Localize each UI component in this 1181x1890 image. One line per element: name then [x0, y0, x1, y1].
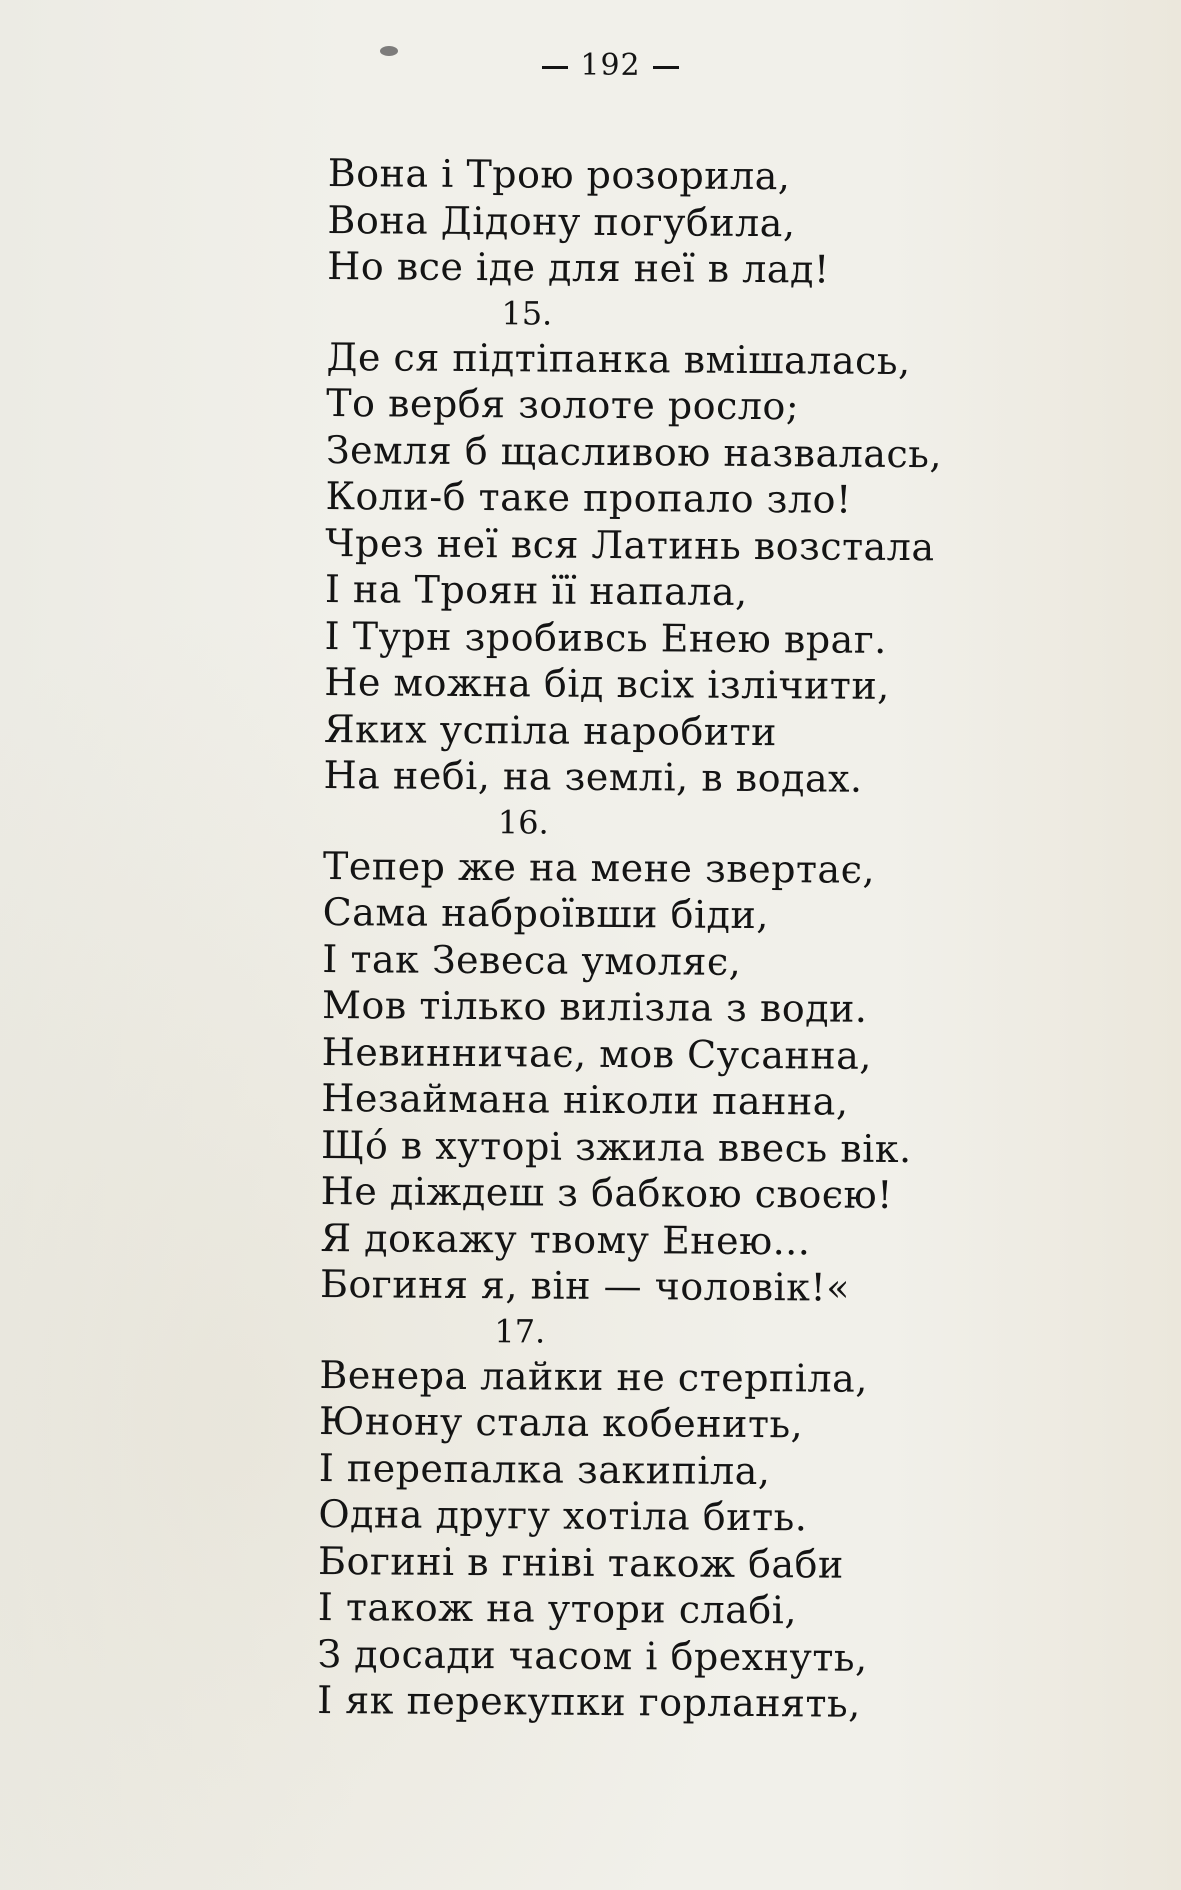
verse-line: Щó в хуторі зжила ввесь вік.: [320, 1122, 912, 1171]
verse-line: Земля б щасливою назвалась,: [325, 427, 943, 476]
page-number-header: [0, 48, 1181, 83]
verse-line: З досади часом і брехнуть,: [317, 1631, 868, 1680]
stanza-number: 17.: [494, 1311, 546, 1351]
dash-left: [542, 66, 568, 69]
verse-line: Одна другу хотіла бить.: [318, 1491, 808, 1540]
verse-line: І також на утори слабі,: [317, 1584, 798, 1633]
stanza-intro: [327, 150, 968, 294]
verse-line: Незаймана ніколи панна,: [321, 1075, 849, 1124]
verse-line: Коли-б таке пропало зло!: [325, 473, 852, 522]
verse-line: Богиня я, він — чоловік!«: [319, 1261, 851, 1310]
verse-line: І так Зевеса умоляє,: [322, 936, 742, 984]
verse-line: Не можна бід всіх ізлічити,: [324, 659, 890, 708]
verse-line: Невинничає, мов Сусанна,: [321, 1029, 873, 1078]
dash-right: [653, 66, 679, 69]
verse-line: Тепер же на мене звертає,: [322, 843, 876, 892]
verse-line: Чрез неї вся Латинь возстала: [325, 520, 935, 569]
verse-line: І на Троян її напала,: [324, 566, 748, 614]
verse-line: Вона Дідону погубила,: [327, 197, 796, 245]
verse-line: Юнону стала кобенить,: [318, 1398, 804, 1447]
verse-line: Сама наброївши біди,: [322, 889, 770, 938]
verse-line: Мов тілько вилізла з води.: [321, 982, 868, 1031]
verse-line: Венера лайки не стерпіла,: [319, 1352, 869, 1401]
stanza-number: 15.: [501, 293, 553, 333]
stanza-16: [320, 800, 964, 1311]
page-number: 192: [580, 48, 641, 83]
verse-line: Де ся підтіпанка вмішалась,: [326, 334, 911, 383]
verse-line: На небі, на землі, в водах.: [323, 752, 863, 801]
verse-line: То вербя золоте росло;: [326, 380, 800, 429]
verse-line: Но все іде для неї в лад!: [327, 243, 830, 292]
verse-line: Яких успіла наробити: [323, 706, 778, 754]
poem-body: [317, 150, 968, 1728]
verse-line: І як перекупки горланять,: [317, 1677, 861, 1726]
stanza-15: [323, 291, 967, 802]
verse-line: Я докажу твому Енею...: [320, 1215, 811, 1263]
verse-line: Богині в гніві також баби: [317, 1538, 844, 1587]
stanza-17: [317, 1309, 960, 1727]
stanza-number: 16.: [497, 802, 549, 842]
verse-line: І Турн зробивсь Енею враг.: [324, 613, 887, 662]
verse-line: Не діждеш з бабкою своєю!: [320, 1168, 894, 1217]
verse-line: І перепалка закипіла,: [318, 1445, 771, 1493]
verse-line: Вона і Трою розорила,: [327, 150, 791, 199]
